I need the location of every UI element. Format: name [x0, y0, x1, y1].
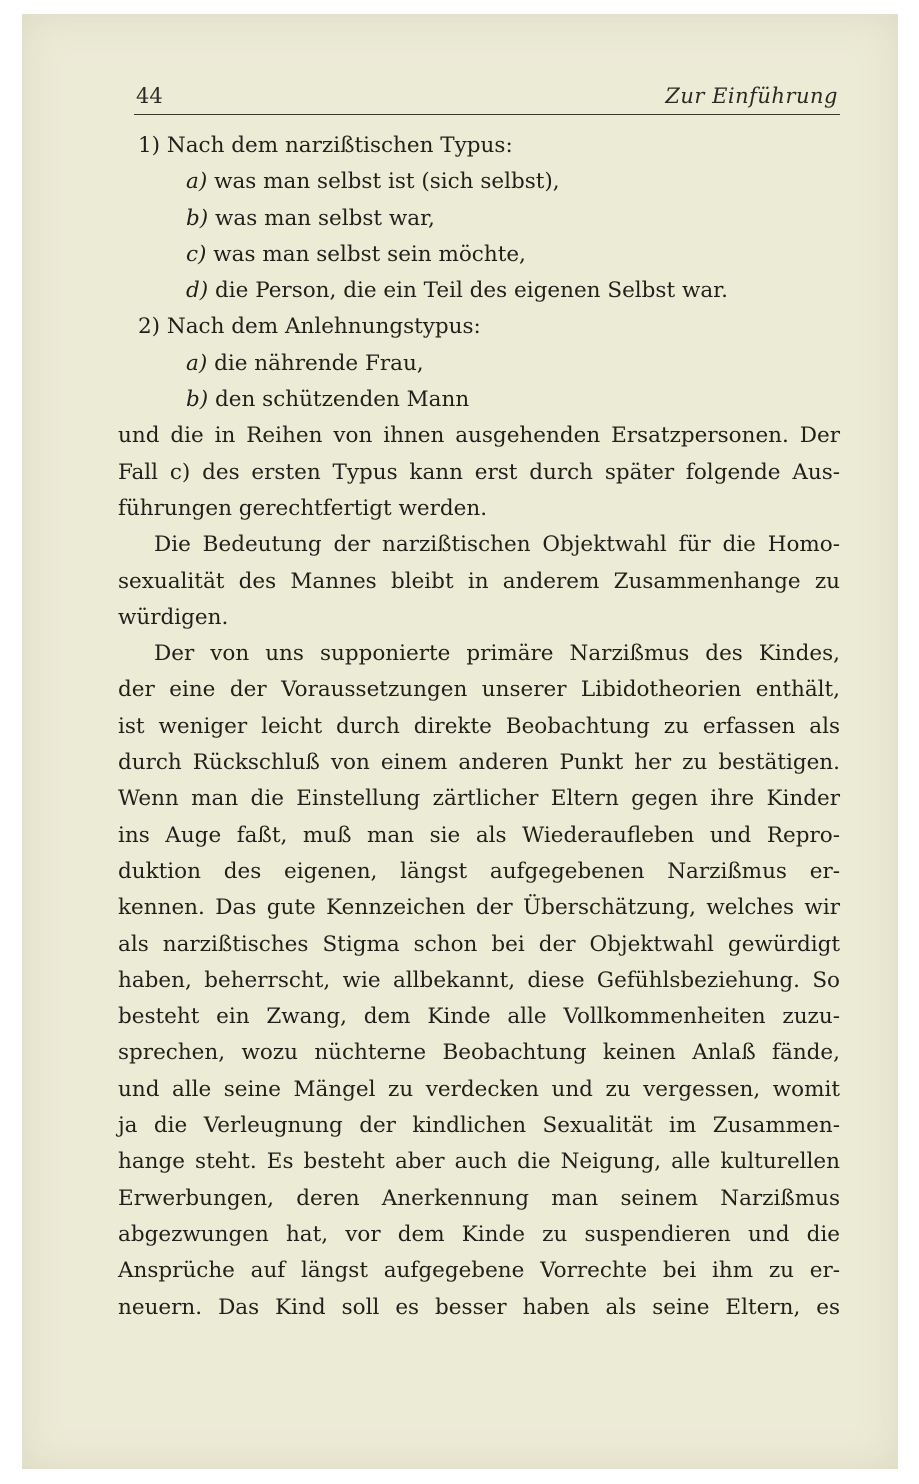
line-text: und die in Reihen von ihnen ausgehenden Ersatzpersonen. Der [118, 423, 840, 449]
line-text: ist weniger leicht durch direkte Beobachtung zu erfassen als [118, 713, 840, 739]
line-text: die nährende Frau, [214, 350, 424, 376]
text-line [118, 1181, 840, 1217]
line-text: würdigen. [118, 604, 229, 630]
list-label: d) [186, 278, 209, 304]
text-line [118, 600, 840, 636]
line-text: Der von uns supponierte primäre Narzißmus des Kindes, [154, 641, 840, 667]
text-line [118, 636, 840, 672]
line-text: 2) Nach dem Anlehnungstypus: [138, 314, 481, 340]
line-text: Fall c) des ersten Typus kann erst durch später folgende Aus- [118, 459, 840, 485]
text-line [118, 745, 840, 781]
line-text: ja die Verleugnung der kindlichen Sexualität im Zusammen- [118, 1113, 840, 1139]
text-line [118, 890, 840, 926]
line-text: besteht ein Zwang, dem Kinde alle Vollkommenheiten zuzu- [118, 1004, 840, 1030]
line-text: neuern. Das Kind soll es besser haben als seine Eltern, es [118, 1294, 840, 1320]
line-text: sprechen, wozu nüchterne Beobachtung keinen Anlaß fände, [118, 1040, 840, 1066]
text-line [118, 527, 840, 563]
list-label: c) [186, 241, 207, 267]
list-label: a) [186, 169, 208, 195]
text-line [118, 237, 840, 273]
text-line [118, 346, 840, 382]
line-text: abgezwungen hat, vor dem Kinde zu suspendieren und die [118, 1221, 840, 1247]
list-label: b) [186, 387, 209, 413]
body-text [118, 128, 840, 1326]
text-line [118, 781, 840, 817]
text-line [118, 1108, 840, 1144]
line-text: der eine der Voraussetzungen unserer Libidotheorien enthält, [118, 677, 840, 703]
text-line [118, 418, 840, 454]
text-line [118, 455, 840, 491]
text-line [118, 1290, 840, 1326]
text-line [118, 128, 840, 164]
line-text: Die Bedeutung der narzißtischen Objektwahl für die Homo- [154, 532, 840, 558]
list-label: b) [186, 205, 209, 231]
line-text: und alle seine Mängel zu verdecken und zu vergessen, womit [118, 1076, 840, 1102]
text-line [118, 672, 840, 708]
text-line [118, 201, 840, 237]
text-line [118, 1253, 840, 1289]
text-line [118, 1217, 840, 1253]
line-text: den schützenden Mann [215, 387, 470, 413]
line-text: was man selbst ist (sich selbst), [214, 169, 560, 195]
list-label: a) [186, 350, 208, 376]
line-text: Wenn man die Einstellung zärtlicher Eltern gegen ihre Kinder [118, 786, 840, 812]
line-text: ins Auge faßt, muß man sie als Wiederaufleben und Repro- [118, 822, 840, 848]
line-text: durch Rückschluß von einem anderen Punkt her zu bestätigen. [118, 750, 840, 776]
running-title: Zur Einführung [665, 84, 838, 108]
page-header [134, 74, 840, 115]
text-line [118, 999, 840, 1035]
line-text: was man selbst war, [215, 205, 435, 231]
text-line [118, 1144, 840, 1180]
line-text: sexualität des Mannes bleibt in anderem Zusammenhange zu [118, 568, 840, 594]
line-text: 1) Nach dem narzißtischen Typus: [138, 133, 513, 158]
line-text: kennen. Das gute Kennzeichen der Überschätzung, welches wir [118, 895, 840, 921]
text-line [118, 963, 840, 999]
text-line [118, 164, 840, 200]
text-line [118, 382, 840, 418]
page-number: 44 [136, 84, 163, 108]
line-text: was man selbst sein möchte, [213, 241, 526, 267]
text-line [118, 309, 840, 345]
line-text: hange steht. Es besteht aber auch die Neigung, alle kulturellen [118, 1149, 840, 1175]
line-text: die Person, die ein Teil des eigenen Selbst war. [215, 278, 728, 304]
text-line [118, 1035, 840, 1071]
line-text: haben, beherrscht, wie allbekannt, diese Gefühlsbeziehung. So [118, 967, 840, 993]
text-line [118, 854, 840, 890]
line-text: duktion des eigenen, längst aufgegebenen Narzißmus er- [118, 858, 840, 884]
text-line [118, 1072, 840, 1108]
text-line [118, 818, 840, 854]
text-line [118, 564, 840, 600]
text-line [118, 491, 840, 527]
line-text: führungen gerechtfertigt werden. [118, 495, 488, 521]
line-text: Ansprüche auf längst aufgegebene Vorrechte bei ihm zu er- [118, 1258, 840, 1284]
line-text: Erwerbungen, deren Anerkennung man seinem Narzißmus [118, 1185, 840, 1211]
text-line [118, 709, 840, 745]
text-line [118, 927, 840, 963]
line-text: als narzißtisches Stigma schon bei der Objektwahl gewürdigt [118, 931, 840, 957]
text-line [118, 273, 840, 309]
